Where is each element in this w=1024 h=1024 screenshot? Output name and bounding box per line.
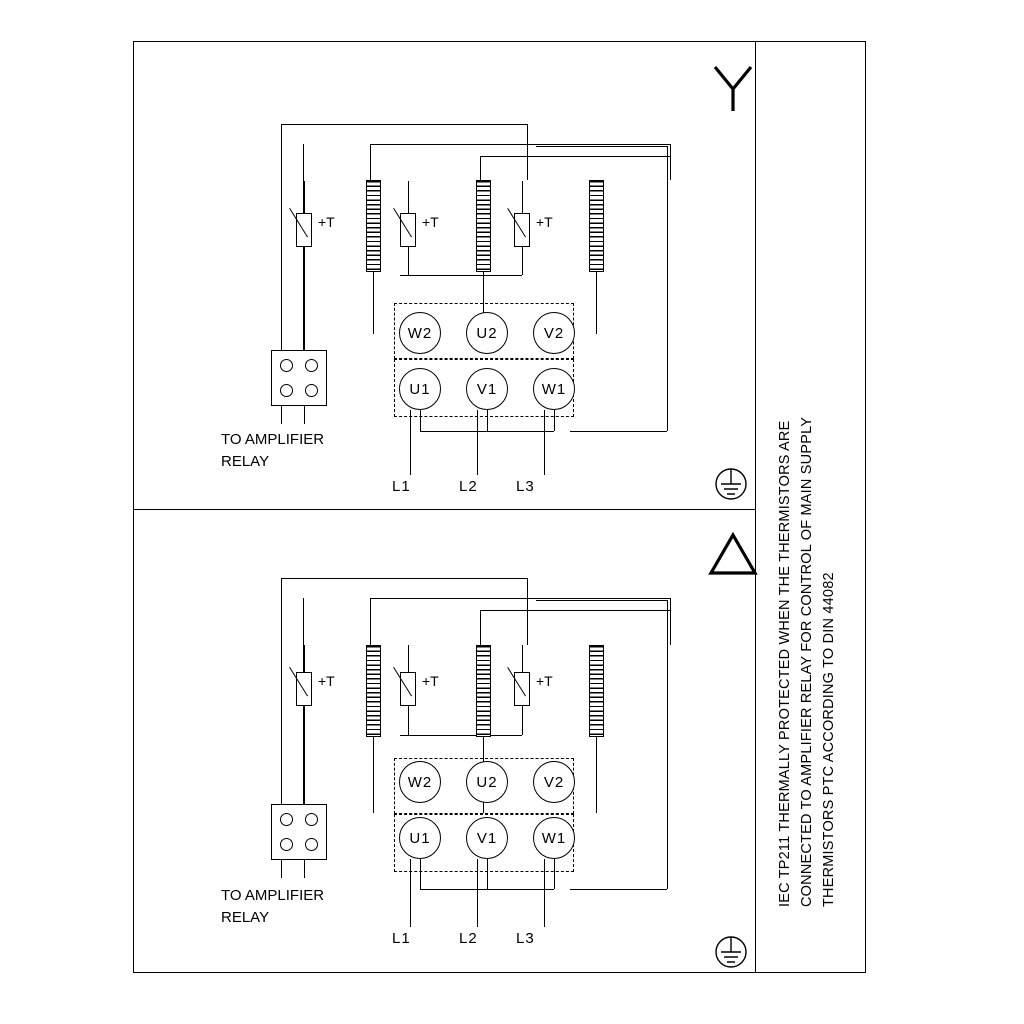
terminal-U1[interactable]: U1 <box>399 368 441 410</box>
thermistor-lead <box>304 247 305 350</box>
coil-lead <box>373 272 374 334</box>
bus-wire <box>480 156 670 157</box>
bus-wire <box>480 610 481 645</box>
bus-wire <box>570 889 667 890</box>
phase-label-L2: L2 <box>459 478 478 495</box>
strip-pin <box>280 359 293 372</box>
bus-wire <box>480 156 481 180</box>
phase-lead-L3 <box>544 410 545 475</box>
winding-coil <box>476 180 491 272</box>
bus-wire <box>667 600 668 889</box>
thermistor-lead <box>304 181 305 213</box>
star-point-link <box>420 431 554 432</box>
thermistor-lead <box>304 706 305 804</box>
terminal-strip <box>271 804 327 860</box>
thermistor-link <box>400 275 522 276</box>
coil-lead <box>373 737 374 813</box>
winding-coil <box>366 645 381 737</box>
thermistor-label: +T <box>422 673 439 689</box>
terminal-V1[interactable]: V1 <box>466 368 508 410</box>
delta-link <box>420 889 554 890</box>
terminal-U2[interactable]: U2 <box>466 312 508 354</box>
amplifier-label-line2: RELAY <box>221 453 270 470</box>
thermistor-lead <box>522 247 523 275</box>
bus-wire <box>370 598 371 645</box>
star-point-link <box>554 410 555 431</box>
terminal-U2[interactable]: U2 <box>466 761 508 803</box>
bus-wire <box>527 578 528 645</box>
strip-lead <box>281 406 282 424</box>
thermistor-lead <box>408 706 409 735</box>
phase-label-L1: L1 <box>392 478 411 495</box>
star-point-link <box>420 410 421 431</box>
earth-ground-icon <box>708 463 752 503</box>
thermistor-symbol <box>514 672 530 706</box>
thermistor-label: +T <box>536 673 553 689</box>
phase-lead-L2 <box>477 410 478 475</box>
terminal-W2[interactable]: W2 <box>399 312 441 354</box>
bus-wire <box>370 144 371 180</box>
thermistor-lead <box>522 181 523 213</box>
terminal-V1[interactable]: V1 <box>466 817 508 859</box>
phase-label-L3: L3 <box>516 478 535 495</box>
strip-pin <box>305 838 318 851</box>
bus-wire <box>527 124 528 180</box>
note-line-3: THERMISTORS PTC ACCORDING TO DIN 44082 <box>821 572 837 907</box>
strip-lead <box>304 406 305 424</box>
winding-coil <box>589 645 604 737</box>
note-line-1: IEC TP211 THERMALLY PROTECTED WHEN THE THERMISTORS ARE <box>777 420 793 907</box>
amplifier-label-line1: TO AMPLIFIER <box>221 887 325 904</box>
thermistor-symbol <box>400 213 416 247</box>
winding-coil <box>476 645 491 737</box>
coil-lead <box>596 272 597 334</box>
bus-wire <box>281 578 282 804</box>
phase-label-L3: L3 <box>516 930 535 947</box>
thermistor-symbol <box>400 672 416 706</box>
thermistor-lead <box>408 645 409 672</box>
bus-wire <box>281 578 527 579</box>
delta-link <box>487 859 488 889</box>
bus-wire <box>281 124 282 350</box>
earth-ground-icon <box>708 931 752 971</box>
delta-link <box>420 859 421 889</box>
bus-wire <box>536 600 667 601</box>
bus-wire <box>670 144 671 180</box>
phase-lead-L1 <box>410 859 411 927</box>
coil-lead <box>596 737 597 813</box>
thermistor-lead <box>408 181 409 213</box>
bus-wire <box>667 146 668 431</box>
bus-wire <box>480 610 670 611</box>
bus-wire <box>370 598 670 599</box>
panel-star-connection <box>133 41 755 509</box>
phase-lead-L3 <box>544 859 545 927</box>
thermistor-lead <box>408 247 409 275</box>
panel-delta-connection <box>133 509 755 977</box>
strip-pin <box>305 359 318 372</box>
phase-lead-L2 <box>477 859 478 927</box>
phase-label-L2: L2 <box>459 930 478 947</box>
strip-pin <box>305 813 318 826</box>
note-line-2: CONNECTED TO AMPLIFIER RELAY FOR CONTROL OF MAIN SUPPLY <box>799 416 815 907</box>
thermistor-lead <box>522 706 523 735</box>
amplifier-label-line2: RELAY <box>221 909 270 926</box>
strip-lead <box>304 860 305 878</box>
terminal-W2[interactable]: W2 <box>399 761 441 803</box>
terminal-U1[interactable]: U1 <box>399 817 441 859</box>
note-column <box>755 41 866 973</box>
wye-star-icon <box>705 59 761 118</box>
strip-pin <box>280 838 293 851</box>
star-point-link <box>487 410 488 431</box>
strip-pin <box>305 384 318 397</box>
phase-lead-L1 <box>410 410 411 475</box>
bus-wire <box>670 598 671 645</box>
thermistor-lead <box>522 645 523 672</box>
thermistor-label: +T <box>318 214 335 230</box>
terminal-V2[interactable]: V2 <box>533 761 575 803</box>
thermistor-label: +T <box>422 214 439 230</box>
thermistor-symbol <box>514 213 530 247</box>
delta-triangle-icon <box>705 529 761 584</box>
delta-link <box>554 859 555 889</box>
strip-pin <box>280 384 293 397</box>
thermistor-label: +T <box>318 673 335 689</box>
bus-wire <box>570 431 667 432</box>
winding-coil <box>589 180 604 272</box>
amplifier-label-line1: TO AMPLIFIER <box>221 431 325 448</box>
terminal-strip <box>271 350 327 406</box>
bus-wire <box>536 146 667 147</box>
bus-wire <box>281 124 527 125</box>
terminal-W1[interactable]: W1 <box>533 368 575 410</box>
terminal-V2[interactable]: V2 <box>533 312 575 354</box>
strip-lead <box>281 860 282 878</box>
thermistor-link <box>400 735 522 736</box>
winding-coil <box>366 180 381 272</box>
thermistor-symbol <box>296 672 312 706</box>
strip-pin <box>280 813 293 826</box>
phase-label-L1: L1 <box>392 930 411 947</box>
thermistor-label: +T <box>536 214 553 230</box>
terminal-W1[interactable]: W1 <box>533 817 575 859</box>
thermistor-lead <box>304 645 305 672</box>
thermistor-symbol <box>296 213 312 247</box>
bus-wire <box>370 144 670 145</box>
